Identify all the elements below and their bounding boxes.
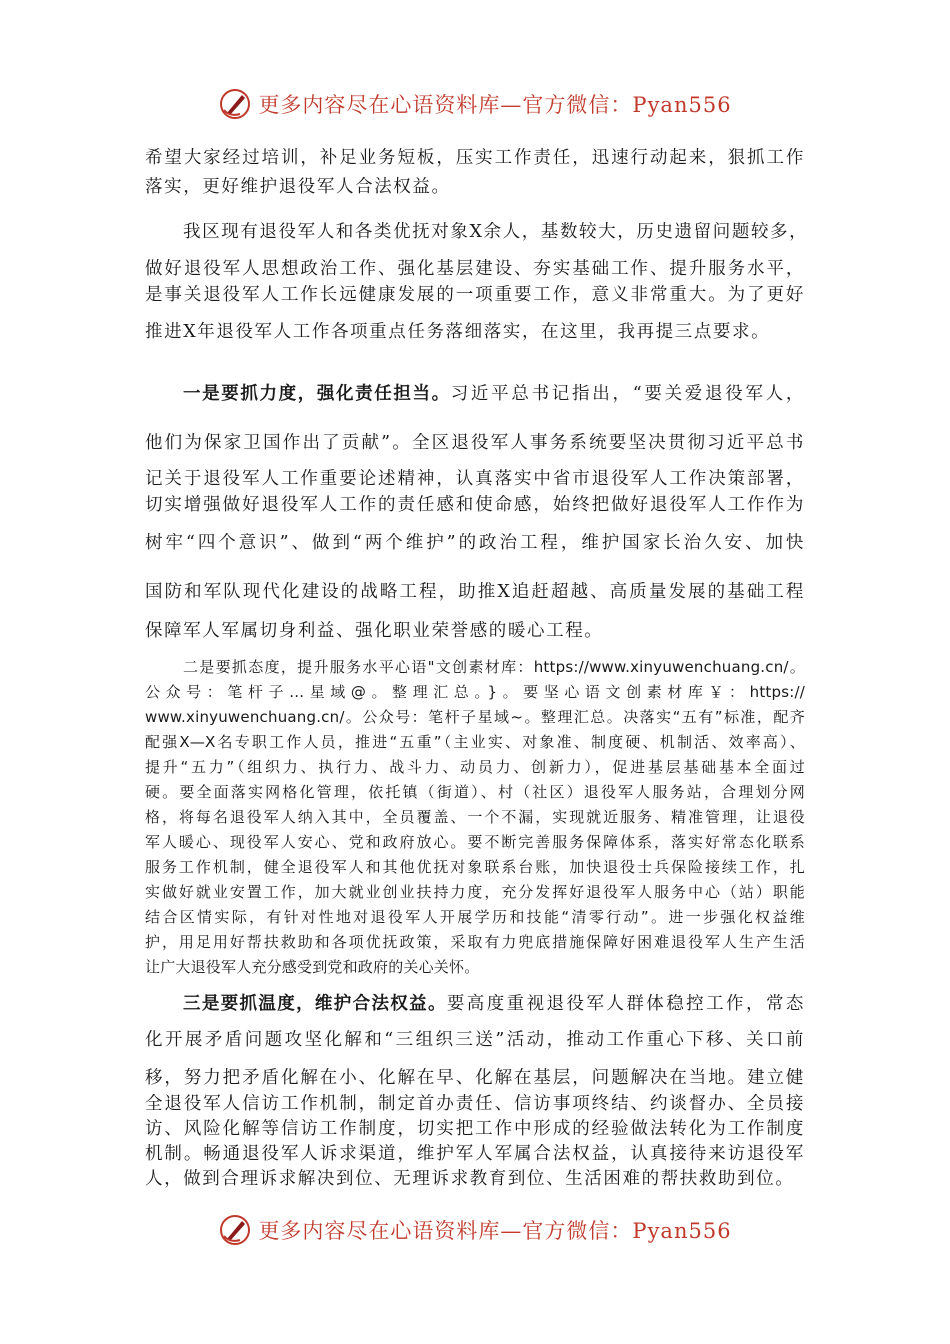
footer-banner (0, 1210, 950, 1250)
text-line: 服务工作机制，健全退役军人和其他优抚对象联系台账，加快退役士兵保险接续工作，扎 (145, 858, 805, 876)
text-line: 是事关退役军人工作长远健康发展的一项重要工作，意义非常重大。为了更好 (145, 285, 805, 305)
text-line: 保障军人军属切身利益、强化职业荣誉感的暖心工程。 (145, 621, 604, 641)
text-line: 提升“五力”（组织力、执行力、战斗力、动员力、创新力），促进基层基础基本全面过 (145, 758, 805, 776)
text-line: 让广大退役军人充分感受到党和政府的关心关怀。 (145, 958, 480, 976)
text-run: 要高度重视退役军人群体稳控工作，常态 (446, 994, 805, 1014)
text-line: 军人暖心、现役军人安心、党和政府放心。要不断完善服务保障体系，落实好常态化联系 (145, 833, 805, 851)
header-banner (0, 84, 950, 124)
text-line: www.xinyuwenchuang.cn/。公众号：笔杆子星域~。整理汇总。决落实“五有”标准，配齐 (145, 708, 805, 726)
text-line: 访、风险化解等信访工作制度，切实把工作中形成的经验做法转化为工作制度 (145, 1119, 805, 1139)
text-line: 切实增强做好退役军人工作的责任感和使命感，始终把做好退役军人工作作为 (145, 495, 805, 515)
text-line: 人，做到合理诉求解决到位、无理诉求教育到位、生活困难的帮扶救助到位。 (145, 1169, 795, 1189)
text-line: 机制。畅通退役军人诉求渠道，维护军人军属合法权益，认真接待来访退役军 (145, 1144, 805, 1164)
pen-circle-logo-icon (218, 1213, 252, 1247)
text-line: 国防和军队现代化建设的战略工程，助推X追赶超越、高质量发展的基础工程 (145, 582, 805, 602)
text-line: 硬。要全面落实网格化管理，依托镇（街道）、村（社区）退役军人服务站，合理划分网 (145, 783, 805, 801)
banner-text: 更多内容尽在心语资料库—官方微信：Pyan556 (258, 1219, 732, 1243)
text-run: 习近平总书记指出，“要关爱退役军人， (450, 384, 806, 404)
banner-text: 更多内容尽在心语资料库—官方微信：Pyan556 (258, 93, 732, 117)
text-line: 二是要抓态度，提升服务水平心语"文创素材库：https://www.xinyuwenchuang.cn/。 (183, 658, 805, 676)
text-line: 格，将每名退役军人纳入其中，全员覆盖、一个不漏，实现就近服务、精准管理，让退役 (145, 808, 805, 826)
text-line: 配强X—X名专职工作人员，推进“五重”（主业实、对象准、制度硬、机制活、效率高）、 (145, 733, 805, 751)
text-line: 推进X年退役军人工作各项重点任务落细落实，在这里，我再提三点要求。 (145, 322, 771, 342)
text-line: 做好退役军人思想政治工作、强化基层建设、夯实基础工作、提升服务水平， (145, 259, 805, 279)
text-line: 我区现有退役军人和各类优抚对象X余人，基数较大，历史遗留问题较多， (183, 222, 809, 242)
text-line: 结合区情实际，有针对性地对退役军人开展学历和技能“清零行动”。进一步强化权益维 (145, 908, 805, 926)
section-heading-3: 三是要抓温度，维护合法权益。 (183, 994, 447, 1014)
text-line: 记关于退役军人工作重要论述精神，认真落实中省市退役军人工作决策部署， (145, 469, 805, 489)
pen-circle-logo-icon (218, 87, 252, 121)
text-line: 全退役军人信访工作机制，制定首办责任、信访事项终结、约谈督办、全员接 (145, 1094, 805, 1114)
text-line: 实做好就业安置工作，加大就业创业扶持力度，充分发挥好退役军人服务中心（站）职能 (145, 883, 805, 901)
section-heading-1: 一是要抓力度，强化责任担当。 (183, 384, 451, 404)
text-line: 希望大家经过培训，补足业务短板，压实工作责任，迅速行动起来，狠抓工作 (145, 148, 805, 168)
text-line: 护，用足用好帮扶救助和各项优抚政策，采取有力兜底措施保障好困难退役军人生产生活 (145, 933, 805, 951)
text-line: 公众号：笔杆子…星域@。整理汇总。}。要坚心语文创素材库￥：https:// (145, 683, 805, 701)
text-line: 化开展矛盾问题攻坚化解和“三组织三送”活动，推动工作重心下移、关口前 (145, 1030, 805, 1050)
paragraph-first-line (183, 992, 805, 1016)
text-line: 他们为保家卫国作出了贡献”。全区退役军人事务系统要坚决贯彻习近平总书 (145, 433, 805, 453)
text-line: 树牢“四个意识”、做到“两个维护”的政治工程，维护国家长治久安、加快 (145, 533, 805, 553)
text-line: 落实，更好维护退役军人合法权益。 (145, 177, 451, 197)
paragraph-first-line (183, 382, 805, 406)
text-line: 移，努力把矛盾化解在小、化解在早、化解在基层，问题解决在当地。建立健 (145, 1068, 805, 1088)
